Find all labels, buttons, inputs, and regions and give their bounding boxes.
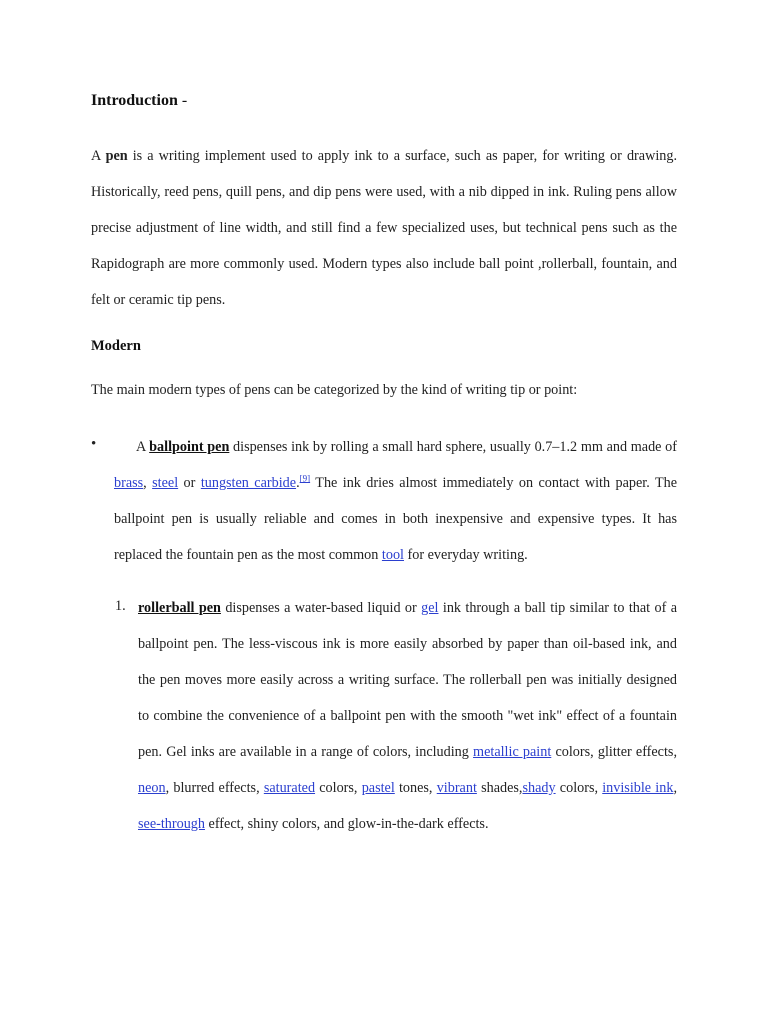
section-heading-modern: Modern — [91, 338, 141, 354]
bullet-marker: • — [91, 436, 97, 452]
link-brass[interactable]: brass — [114, 475, 144, 491]
ballpoint-paragraph — [114, 429, 677, 573]
heading-dash: - — [177, 92, 188, 109]
ballpoint-text-3: , — [143, 475, 153, 491]
heading-text: Introduction — [91, 92, 178, 109]
term-pen: pen — [105, 148, 128, 164]
ballpoint-text-6: The ink dries almost immediately on contact with paper. The ballpoint pen is usually reliable and comes in both inexpensive and expensive types. It has replaced the fountain pen as the most common — [114, 475, 678, 563]
rollerball-paragraph — [138, 590, 677, 842]
list-number: 1. — [115, 598, 126, 614]
link-steel[interactable]: steel — [152, 475, 179, 491]
intro-text-1: A — [91, 148, 106, 164]
term-rollerball-pen: rollerball pen — [138, 600, 221, 616]
rollerball-text-4: , blurred effects, — [165, 780, 264, 796]
ballpoint-text-5: . — [296, 475, 300, 491]
section-heading-introduction — [91, 92, 187, 110]
rollerball-text-1: dispenses a water-based liquid or — [220, 600, 422, 616]
rollerball-text-7: shades, — [476, 780, 523, 796]
rollerball-text-9: , — [673, 780, 677, 796]
ballpoint-text-1: A — [136, 439, 150, 455]
modern-intro-text: The main modern types of pens can be categorized by the kind of writing tip or point: — [91, 382, 578, 398]
ballpoint-text-4: or — [178, 475, 201, 491]
link-metallic-paint[interactable]: metallic paint — [473, 744, 552, 760]
intro-paragraph — [91, 138, 677, 318]
link-see-through[interactable]: see-through — [138, 816, 205, 832]
link-vibrant[interactable]: vibrant — [436, 780, 477, 796]
ballpoint-text-2: dispenses ink by rolling a small hard sphere, usually 0.7–1.2 mm and made of — [229, 439, 677, 455]
link-invisible-ink[interactable]: invisible ink — [602, 780, 674, 796]
intro-text-2: is a writing implement used to apply ink to a surface, such as paper, for writing or drawing. Historically, reed pens, quill pens, and dip pens were used, with a nib dipped in ink. Ruling pens allow precise adjustment of line width, and still find a few specialized uses, but technical pens such as the Rapidograph are more commonly used. Modern types also include ball point ,rollerball, fountain, and felt or ceramic tip pens. — [91, 148, 677, 308]
link-tool[interactable]: tool — [381, 547, 404, 563]
ballpoint-text-7: for everyday writing. — [404, 547, 528, 563]
term-ballpoint-pen: ballpoint pen — [149, 439, 230, 455]
rollerball-text-3: colors, glitter effects, — [551, 744, 677, 760]
rollerball-text-10: effect, shiny colors, and glow-in-the-dark effects. — [204, 816, 489, 832]
rollerball-text-8: colors, — [555, 780, 603, 796]
link-saturated[interactable]: saturated — [263, 780, 316, 796]
link-neon[interactable]: neon — [138, 780, 166, 796]
link-reference-9[interactable]: [9] — [299, 473, 311, 484]
rollerball-text-2: ink through a ball tip similar to that of a ballpoint pen. The less-viscous ink is more easily absorbed by paper than oil-based ink, and the pen moves more easily across a writing surface. The rollerball pen was initially designed to combine the convenience of a ballpoint pen with the smooth "wet ink" effect of a fountain pen. Gel inks are available in a range of colors, including — [138, 600, 677, 760]
link-gel[interactable]: gel — [421, 600, 439, 616]
link-shady[interactable]: shady — [522, 780, 556, 796]
link-tungsten-carbide[interactable]: tungsten carbide — [200, 475, 297, 491]
rollerball-text-5: colors, — [315, 780, 362, 796]
link-pastel[interactable]: pastel — [361, 780, 395, 796]
rollerball-text-6: tones, — [394, 780, 437, 796]
